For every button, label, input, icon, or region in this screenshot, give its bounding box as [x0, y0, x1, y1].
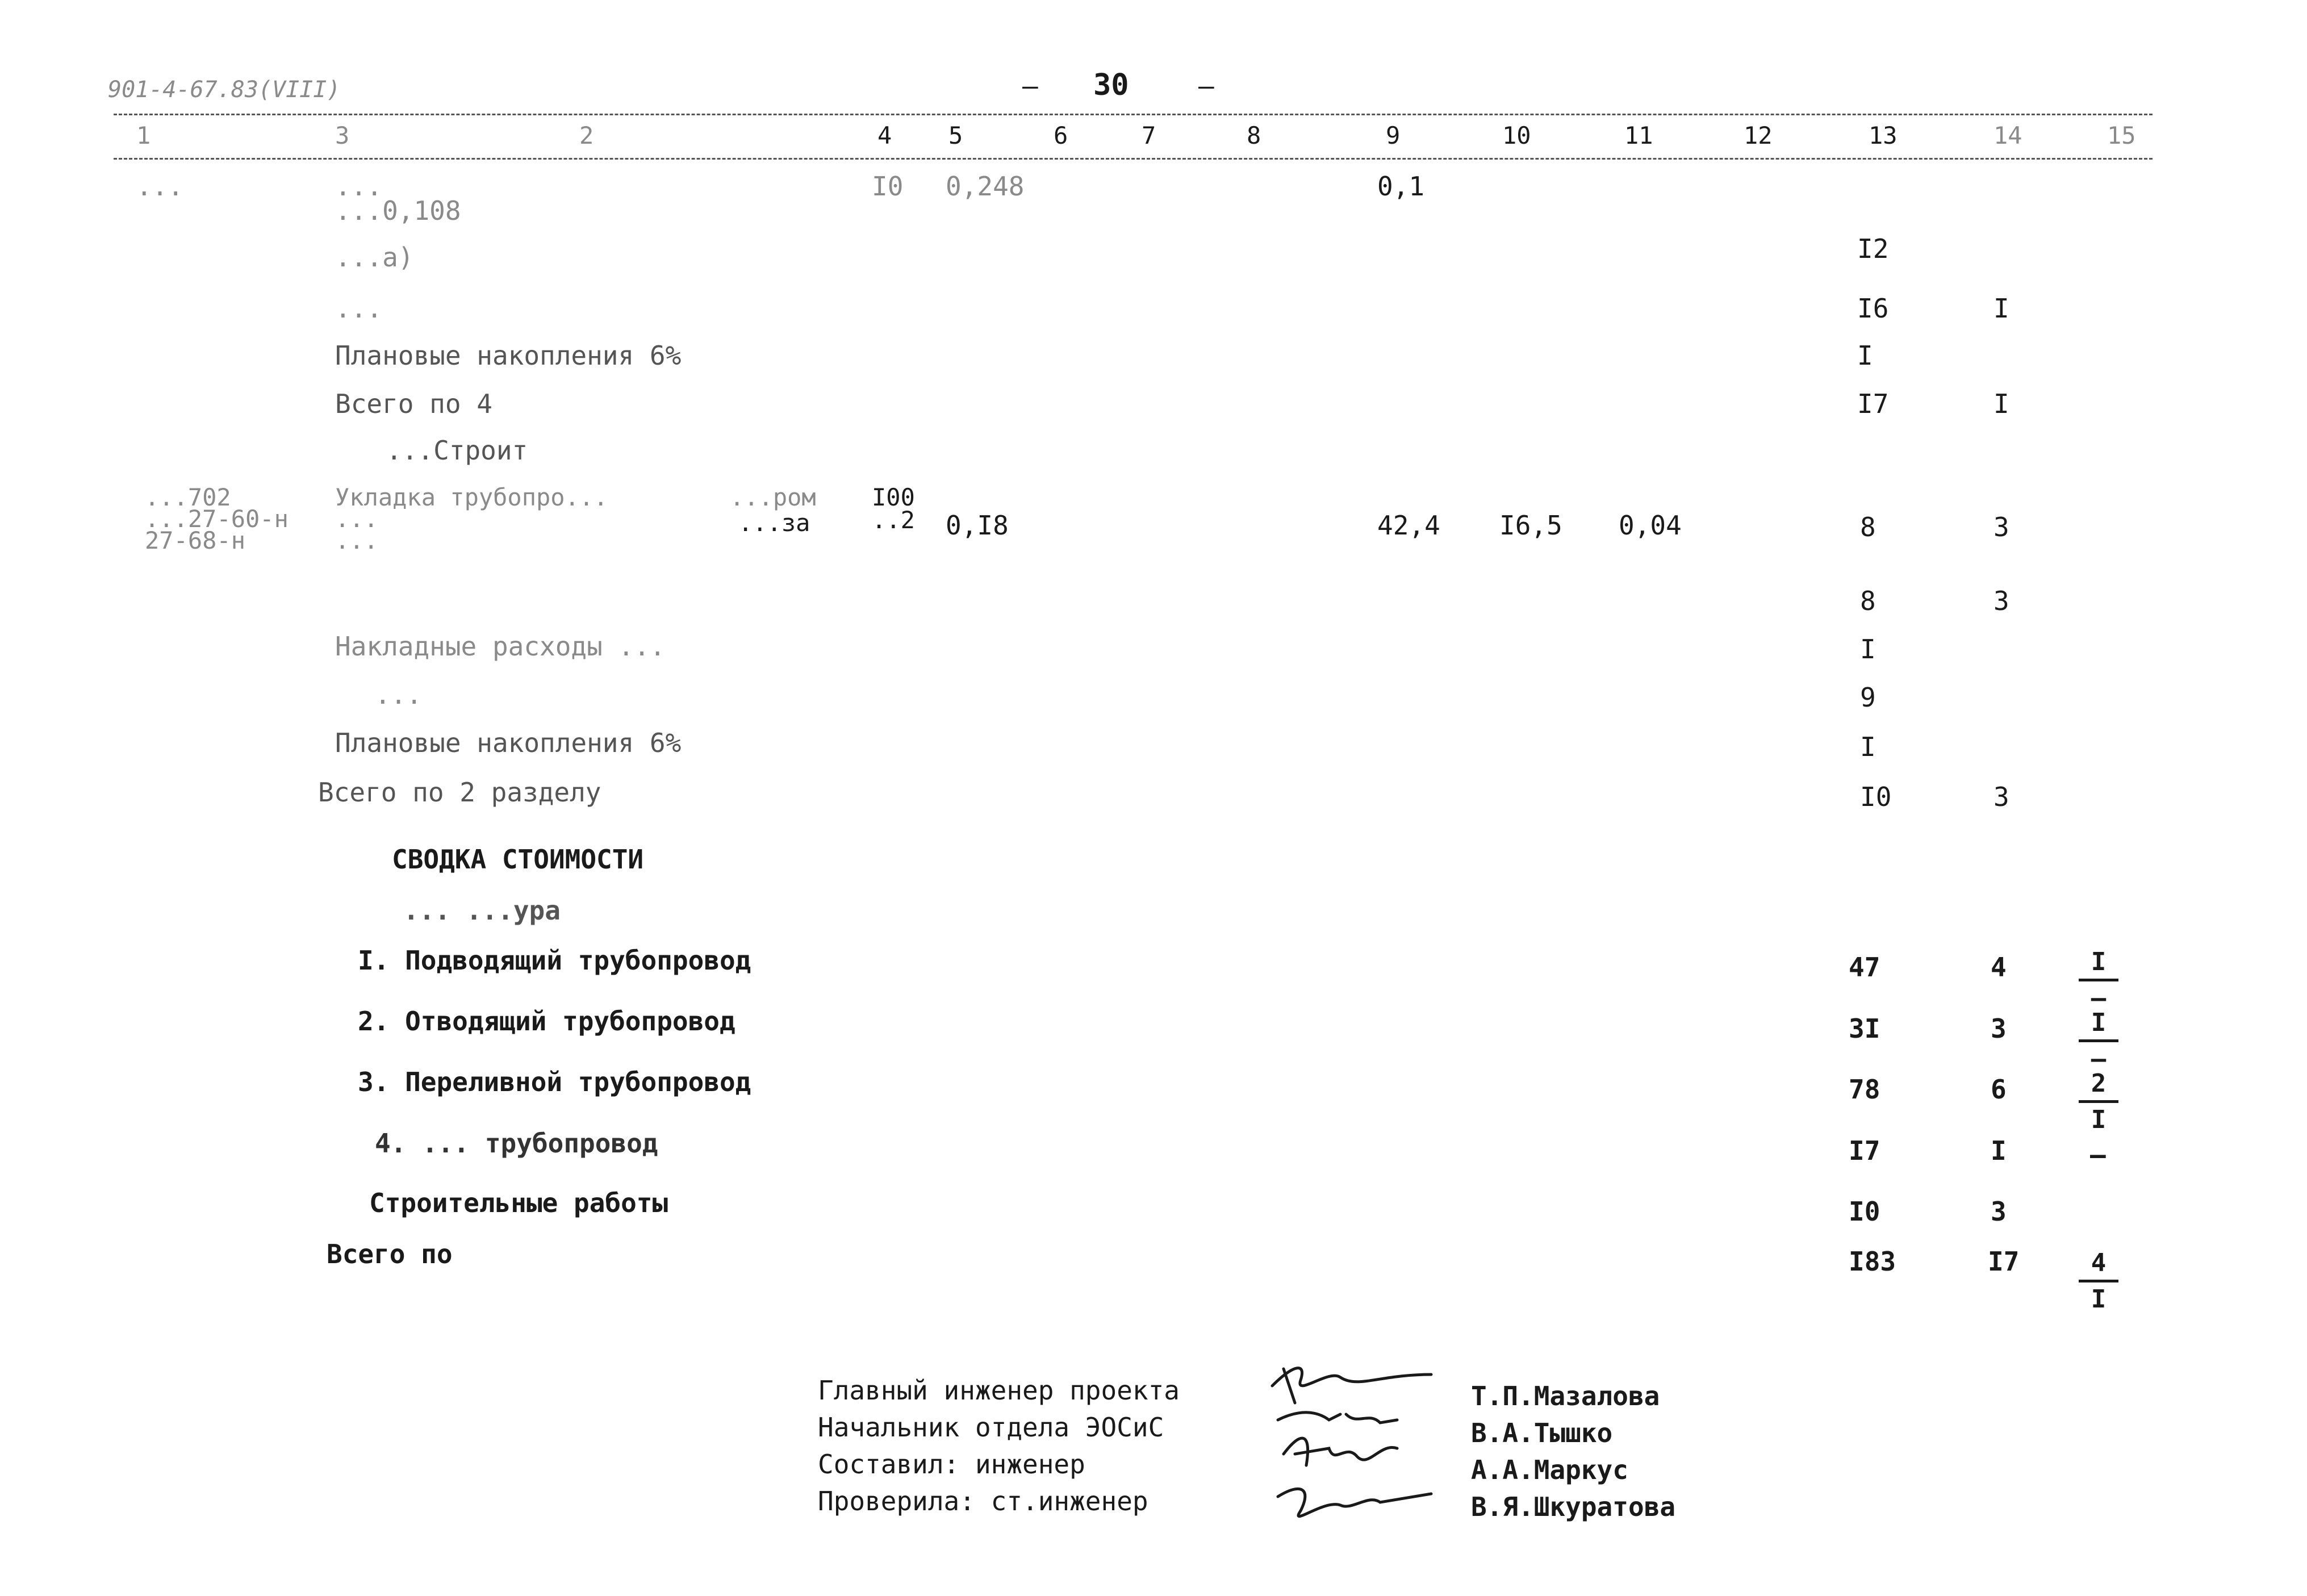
row9-name: Накладные расходы ... [335, 631, 666, 662]
row7-name-line2: ... [335, 505, 378, 533]
row7-col14: 3 [1993, 512, 2009, 542]
row7-col4-unit: ..2 [872, 506, 915, 534]
summary-item-5-col14: 3 [1991, 1196, 2007, 1227]
row7-col4-qty: I00 [872, 483, 915, 511]
summary-total-col15 [2079, 1248, 2118, 1314]
row12-name: Всего по 2 разделу [318, 777, 601, 808]
row7-name-line3: ... [335, 527, 378, 554]
fraction-bar [2079, 1280, 2118, 1282]
summary-item-1-col15 [2079, 947, 2118, 1013]
row1-col9: 0,1 [1377, 171, 1425, 202]
summary-total-col14: I7 [1988, 1246, 2020, 1277]
name-checked-by: В.Я.Шкуратова [1471, 1491, 1676, 1522]
row7-col5: 0,I8 [946, 510, 1009, 541]
row7-code-line2: ...27-60-н [145, 505, 289, 533]
summary-item-3-col15-bottom: I [2091, 1105, 2107, 1134]
row2-name: ...a) [335, 242, 414, 273]
row1-name-line2: ...0,108 [335, 195, 461, 226]
summary-subtitle: ... ...ура [403, 895, 561, 926]
col-header-11: 11 [1624, 122, 1653, 149]
row8-col14: 3 [1993, 586, 2009, 616]
summary-total-col13: I83 [1849, 1246, 1896, 1277]
fraction-bar [2079, 1039, 2118, 1042]
summary-item-2-name: 2. Отводящий трубопровод [358, 1006, 735, 1037]
summary-item-2-col15-top: I [2091, 1008, 2107, 1037]
summary-item-3-col15-top: 2 [2091, 1069, 2107, 1098]
row7-name-tail2: ...за [738, 509, 810, 537]
role-compiled-by: Составил: инженер [818, 1449, 1085, 1480]
row7-col10: I6,5 [1499, 510, 1562, 541]
col-header-6: 6 [1054, 122, 1068, 149]
row4-name: Плановые накопления 6% [335, 340, 682, 371]
row12-col13: I0 [1860, 782, 1892, 812]
row8-col13: 8 [1860, 586, 1876, 616]
row3-col13: I6 [1857, 293, 1889, 324]
row5-col13: I7 [1857, 388, 1889, 419]
col-header-7: 7 [1142, 122, 1156, 149]
header-top-rule [114, 114, 2153, 115]
summary-title: СВОДКА СТОИМОСТИ [392, 844, 644, 875]
summary-item-5-col13: I0 [1849, 1196, 1880, 1227]
col-header-8: 8 [1247, 122, 1261, 149]
row7-name-tail1: ...ром [730, 483, 816, 511]
summary-item-4-col15: – [2090, 1139, 2106, 1170]
row7-code-line3: 27-68-н [145, 527, 246, 554]
col-header-1: 1 [136, 122, 151, 149]
row11-name: Плановые накопления 6% [335, 728, 682, 758]
row5-col14: I [1993, 388, 2009, 419]
role-checked-by: Проверила: ст.инженер [818, 1486, 1148, 1516]
col-header-12: 12 [1744, 122, 1773, 149]
row1-code: ... [136, 171, 184, 202]
row2-col13: I2 [1857, 233, 1889, 264]
summary-item-2-col15-bottom: – [2091, 1044, 2107, 1073]
row3-name: ... [335, 293, 383, 324]
summary-item-2-col15 [2079, 1008, 2118, 1073]
section-heading: ...Строит [386, 435, 528, 466]
col-header-5: 5 [948, 122, 963, 149]
row12-col14: 3 [1993, 782, 2009, 812]
row9-col13: I [1860, 634, 1876, 665]
row7-col11: 0,04 [1619, 510, 1682, 541]
summary-item-2-col14: 3 [1991, 1013, 2007, 1044]
page-dash-right: – [1198, 70, 1214, 101]
row1-col4: I0 [872, 171, 904, 202]
summary-item-4-name: 4. ... трубопровод [375, 1128, 658, 1159]
summary-item-3-col15 [2079, 1069, 2118, 1134]
summary-item-3-col13: 78 [1849, 1074, 1880, 1105]
summary-total-col15-top: 4 [2091, 1248, 2107, 1277]
summary-item-4-col14: I [1991, 1135, 2007, 1166]
page-number: 30 [1093, 68, 1129, 102]
row7-name-line1: Укладка трубопро... [335, 483, 608, 511]
row7-col13: 8 [1860, 512, 1876, 542]
name-compiled-by: А.А.Маркус [1471, 1455, 1628, 1485]
col-header-10: 10 [1502, 122, 1531, 149]
page-dash-left: – [1022, 70, 1038, 101]
summary-item-5-name: Строительные работы [369, 1188, 668, 1218]
role-department-head: Начальник отдела ЭОСиС [818, 1412, 1164, 1443]
row10-name: ... [375, 679, 423, 710]
col-header-14: 14 [1993, 122, 2022, 149]
col-header-4: 4 [877, 122, 892, 149]
col-header-15: 15 [2107, 122, 2136, 149]
header-bottom-rule [114, 158, 2153, 160]
row7-code-line1: ...702 [145, 483, 231, 511]
row4-col13: I [1857, 340, 1873, 371]
name-chief-engineer: Т.П.Мазалова [1471, 1381, 1660, 1411]
summary-item-1-col13: 47 [1849, 952, 1880, 983]
col-header-3: 3 [335, 122, 350, 149]
role-chief-engineer: Главный инженер проекта [818, 1375, 1180, 1406]
row7-col9: 42,4 [1377, 510, 1440, 541]
summary-item-3-name: 3. Переливной трубопровод [358, 1067, 751, 1097]
summary-item-4-col13: I7 [1849, 1135, 1880, 1166]
summary-item-2-col13: 3I [1849, 1013, 1880, 1044]
row1-col5: 0,248 [946, 171, 1025, 202]
summary-item-1-name: I. Подводящий трубопровод [358, 945, 751, 976]
col-header-2: 2 [579, 122, 594, 149]
fraction-bar [2079, 1100, 2118, 1103]
row11-col13: I [1860, 732, 1876, 762]
row10-col13: 9 [1860, 682, 1876, 713]
row5-name: Всего по 4 [335, 388, 492, 419]
fraction-bar [2079, 979, 2118, 981]
summary-item-1-col14: 4 [1991, 952, 2007, 983]
summary-total-col15-bottom: I [2091, 1285, 2107, 1314]
handwritten-signatures [1261, 1357, 1448, 1539]
summary-item-3-col14: 6 [1991, 1074, 2007, 1105]
name-department-head: В.А.Тышко [1471, 1418, 1613, 1448]
summary-item-1-col15-bottom: – [2091, 984, 2107, 1013]
col-header-13: 13 [1869, 122, 1898, 149]
row3-col14: I [1993, 293, 2009, 324]
document-code: 901-4-67.83(VIII) [108, 77, 341, 103]
summary-total-name: Всего по [327, 1239, 453, 1269]
col-header-9: 9 [1386, 122, 1401, 149]
row1-name-line1: ... [335, 171, 383, 202]
summary-item-1-col15-top: I [2091, 947, 2107, 976]
